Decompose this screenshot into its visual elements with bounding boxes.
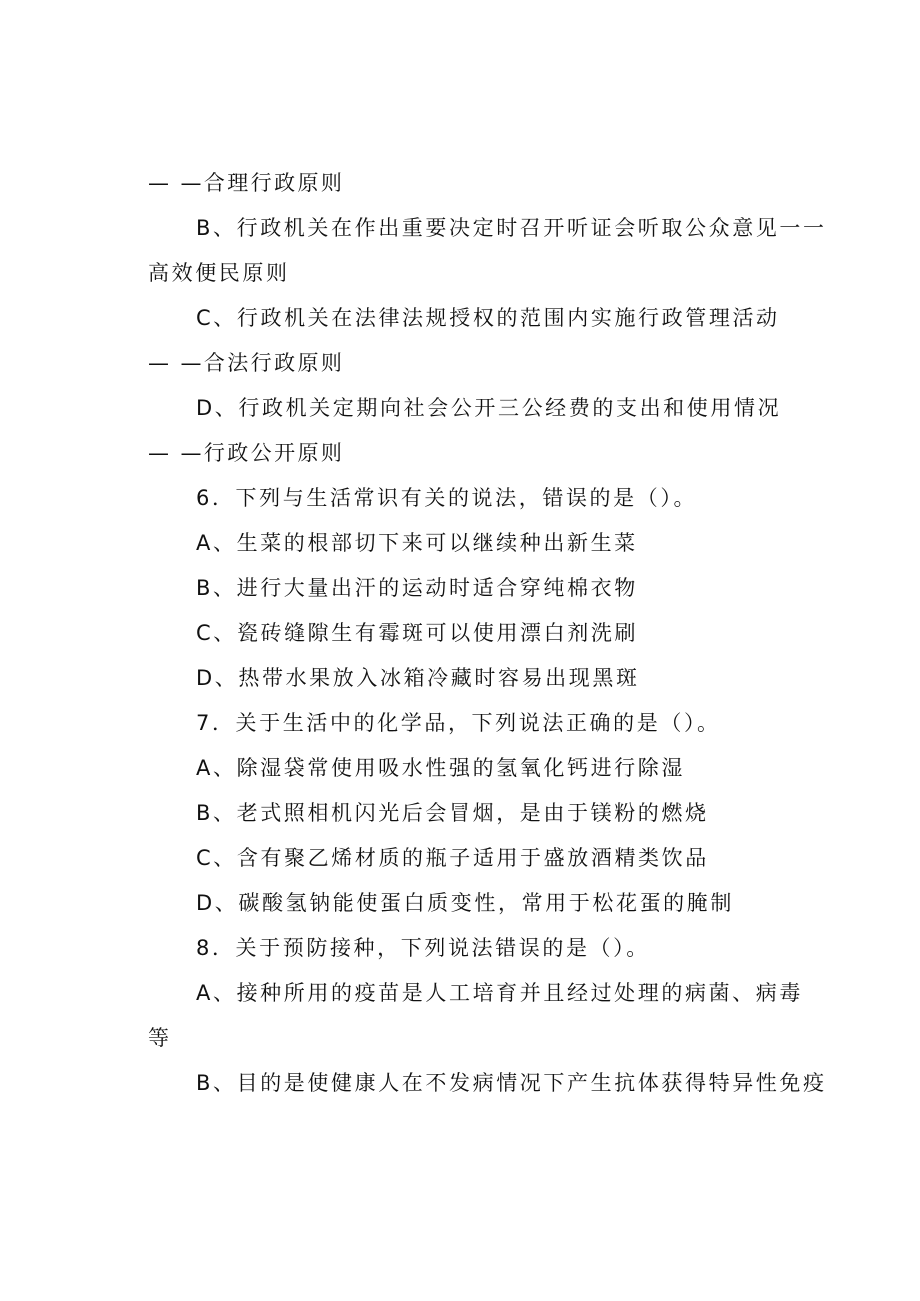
question-6-stem: 6．下列与生活常识有关的说法，错误的是（）。 xyxy=(196,486,698,510)
text-line: C、行政机关在法律法规授权的范围内实施行政管理活动 xyxy=(196,306,780,330)
option-line: B、目的是使健康人在不发病情况下产生抗体获得特异性免疫 xyxy=(196,1071,827,1095)
question-7-stem: 7．关于生活中的化学品，下列说法正确的是（）。 xyxy=(196,711,721,735)
option-line: D、热带水果放入冰箱冷藏时容易出现黑斑 xyxy=(196,666,640,690)
text-line: — —行政公开原则 xyxy=(148,441,345,465)
text-line: 等 xyxy=(148,1026,172,1050)
option-line: A、除湿袋常使用吸水性强的氢氧化钙进行除湿 xyxy=(196,756,685,780)
text-line: — —合法行政原则 xyxy=(148,351,345,375)
option-line: A、接种所用的疫苗是人工培育并且经过处理的病菌、病毒 xyxy=(196,981,803,1005)
text-line: 高效便民原则 xyxy=(148,261,290,285)
option-line: A、生菜的根部切下来可以继续种出新生菜 xyxy=(196,531,638,555)
option-line: B、进行大量出汗的运动时适合穿纯棉衣物 xyxy=(196,576,638,600)
option-line: C、含有聚乙烯材质的瓶子适用于盛放酒精类饮品 xyxy=(196,846,709,870)
text-line: — —合理行政原则 xyxy=(148,171,345,195)
question-8-stem: 8．关于预防接种，下列说法错误的是（）。 xyxy=(196,936,650,960)
text-line: D、行政机关定期向社会公开三公经费的支出和使用情况 xyxy=(196,396,782,420)
option-line: D、碳酸氢钠能使蛋白质变性，常用于松花蛋的腌制 xyxy=(196,891,734,915)
option-line: B、老式照相机闪光后会冒烟，是由于镁粉的燃烧 xyxy=(196,801,709,825)
option-line: C、瓷砖缝隙生有霉斑可以使用漂白剂洗刷 xyxy=(196,621,639,645)
text-line: B、行政机关在作出重要决定时召开听证会听取公众意见一一 xyxy=(196,216,827,240)
